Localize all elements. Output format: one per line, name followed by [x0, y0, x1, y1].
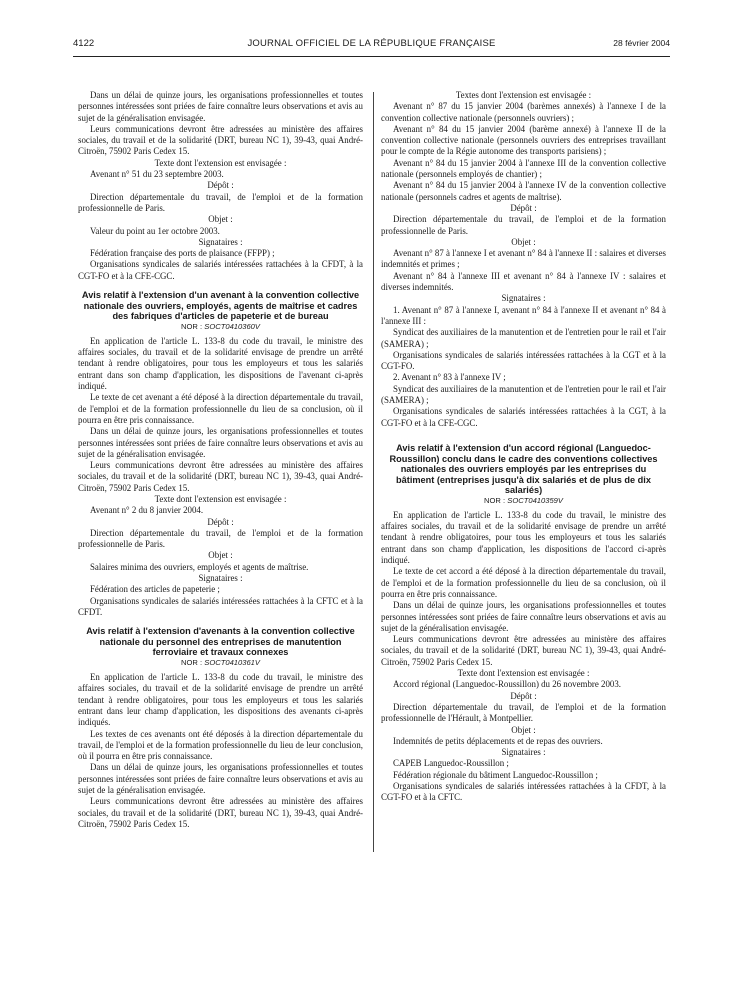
signataire: CAPEB Languedoc-Roussillon ;	[393, 758, 509, 769]
objet-item: Avenant n° 87 à l'annexe I et avenant n° 84 à l'annexe II : salaires et diverses indemnités et primes ;	[381, 248, 666, 270]
left-column	[78, 90, 363, 830]
page-number: 4122	[73, 38, 95, 49]
paragraph: Dans un délai de quinze jours, les organisations professionnelles et toutes personnes intéressées sont priées de faire connaître leurs observations et avis au sujet de la généralisation envisagée.	[78, 90, 363, 123]
journal-title: JOURNAL OFFICIEL DE LA RÉPUBLIQUE FRANÇAISE	[247, 38, 496, 49]
signataire: Fédération française des ports de plaisance (FFPP) ;	[90, 248, 275, 259]
notice-title: Avis relatif à l'extension d'un accord régional (Languedoc-Roussillon) conclu dans le cadre des conventions collectives nationales des ouvriers employés par les entreprises du bâtiment (entreprises jusqu'à dix salariés et de plus de dix salariés)	[389, 442, 658, 496]
nor-reference: NOR : SOCT0410360V	[181, 321, 260, 331]
nor-reference: NOR : SOCT0410359V	[484, 495, 563, 505]
paragraph: En application de l'article L. 133-8 du code du travail, le ministre des affaires sociales, du travail et de la solidarité envisage de prendre un arrêté tendant à rendre obligatoires, pour tous les employeurs et tous les salariés entrant dans leur champ d'application, les dispositions des avenants ci-après indiqués.	[78, 672, 363, 728]
signataire: Organisations syndicales de salariés intéressées rattachées à la CGT, à la CGT-FO et à la CFE-CGC.	[381, 406, 666, 428]
paragraph: Les textes de ces avenants ont été déposés à la direction départementale du travail, de l'emploi et de la formation professionnelle du lieu de leur conclusion, où il pourra en être pris connaissance.	[78, 728, 363, 762]
paragraph: Dans un délai de quinze jours, les organisations professionnelles et toutes personnes intéressées sont priées de faire connaître leurs observations et avis au sujet de la généralisation envisagée.	[381, 600, 666, 633]
page-header	[73, 38, 670, 52]
depot-label: Dépôt :	[510, 202, 537, 213]
texte-label: Texte dont l'extension est envisagée :	[154, 493, 287, 504]
texte-value: Avenant n° 2 du 8 janvier 2004.	[90, 505, 204, 516]
header-rule	[73, 56, 670, 57]
signataires-label: Signataires :	[198, 236, 243, 247]
paragraph: Dans un délai de quinze jours, les organisations professionnelles et toutes personnes intéressées sont priées de faire connaître leurs observations et avis au sujet de la généralisation envisagée.	[78, 426, 363, 459]
signataires-label: Signataires :	[501, 293, 546, 304]
depot-value: Direction départementale du travail, de l'emploi et de la formation professionnelle de Paris.	[78, 527, 363, 550]
texte-item: Avenant n° 84 du 15 janvier 2004 (barème annexé) à l'annexe II de la convention collective nationale (personnels ouvriers des entreprises travaillant pour le compte de la Régie autonome des transports parisiens) ;	[381, 123, 666, 157]
signataire: Organisations syndicales de salariés intéressées rattachées à la CFTC et à la CFDT.	[78, 595, 363, 617]
objet-label: Objet :	[511, 724, 536, 735]
column-divider	[373, 92, 374, 852]
texte-label: Texte dont l'extension est envisagée :	[154, 157, 287, 168]
objet-label: Objet :	[511, 236, 536, 247]
depot-label: Dépôt :	[207, 180, 234, 191]
paragraph: Le texte de cet accord a été déposé à la direction départementale du travail, de l'emploi et de la formation professionnelle du lieu de sa conclusion, où il pourra en être pris connaissance.	[381, 566, 666, 599]
signataire: Fédération des articles de papeterie ;	[90, 584, 220, 595]
signataire: Organisations syndicales de salariés intéressées rattachées à la CGT et à la CGT-FO.	[381, 349, 666, 372]
signataire: Syndicat des auxiliaires de la manutention et de l'entretien pour le rail et l'air (SAMERA) ;	[381, 383, 666, 406]
objet-label: Objet :	[208, 550, 233, 561]
signataire: Organisations syndicales de salariés intéressées rattachées à la CFDT, à la CGT-FO et à la CFTC.	[381, 781, 666, 803]
texte-label: Texte dont l'extension est envisagée :	[457, 668, 590, 679]
paragraph: Leurs communications devront être adressées au ministère des affaires sociales, du travail et de la solidarité (DRT, bureau NC 1), 39-43, quai André-Citroën, 75902 Paris Cedex 15.	[78, 123, 363, 157]
paragraph: Dans un délai de quinze jours, les organisations professionnelles et toutes personnes intéressées sont priées de faire connaître leurs observations et avis au sujet de la généralisation envisagée.	[78, 762, 363, 795]
depot-value: Direction départementale du travail, de l'emploi et de la formation professionnelle de Paris.	[381, 214, 666, 236]
paragraph: En application de l'article L. 133-8 du code du travail, le ministre des affaires sociales, du travail et de la solidarité envisage de prendre un arrêté tendant à rendre obligatoires, pour tous les employeurs et tous les salariés entrant dans son champ d'application, les dispositions de l'accord ci-après indiqué.	[381, 509, 666, 566]
signataire: Syndicat des auxiliaires de la manutention et de l'entretien pour le rail et l'air (SAMERA) ;	[381, 327, 666, 349]
texte-item: Avenant n° 84 du 15 janvier 2004 à l'annexe III de la convention collective nationale (personnels employés de chantier) ;	[381, 157, 666, 180]
signataire: Organisations syndicales de salariés intéressées rattachées à la CFDT, à la CGT-FO et à la CFE-CGC.	[78, 259, 363, 281]
depot-value: Direction départementale du travail, de l'emploi et de la formation professionnelle de l'Hérault, à Montpellier.	[381, 701, 666, 724]
right-column	[381, 90, 666, 804]
depot-label: Dépôt :	[510, 690, 537, 701]
notice-title: Avis relatif à l'extension d'avenants à la convention collective nationale du personnel des entreprises de manutention ferroviaire et travaux connexes	[86, 626, 355, 658]
texte-item: Avenant n° 87 du 15 janvier 2004 (barèmes annexés) à l'annexe I de la convention collective nationale (personnels ouvriers) ;	[381, 101, 666, 123]
signataire: 2. Avenant n° 83 à l'annexe IV ;	[393, 372, 506, 383]
signataire: Fédération régionale du bâtiment Languedoc-Roussillon ;	[393, 769, 598, 780]
signataires-label: Signataires :	[501, 747, 546, 758]
paragraph: Leurs communications devront être adressées au ministère des affaires sociales, du travail et de la solidarité (DRT, bureau NC 1), 39-43, quai André-Citroën, 75902 Paris Cedex 15.	[381, 634, 666, 667]
objet-value: Salaires minima des ouvriers, employés et agents de maîtrise.	[90, 561, 309, 572]
texte-item: Avenant n° 84 du 15 janvier 2004 à l'annexe IV de la convention collective nationale (personnels cadres et agents de maîtrise).	[381, 180, 666, 202]
signataire: 1. Avenant n° 87 à l'annexe I, avenant n° 84 à l'annexe II et avenant n° 84 à l'annexe III :	[381, 304, 666, 326]
texte-value: Avenant n° 51 du 23 septembre 2003.	[90, 169, 224, 180]
objet-item: Avenant n° 84 à l'annexe III et avenant n° 84 à l'annexe IV : salaires et diverses indemnités.	[381, 270, 666, 293]
paragraph: En application de l'article L. 133-8 du code du travail, le ministre des affaires sociales, du travail et de la solidarité envisage de prendre un arrêté tendant à rendre obligatoires, pour tous les employeurs et tous les salariés entrant dans son champ d'application, les dispositions de l'avenant ci-après indiqué.	[78, 335, 363, 392]
depot-value: Direction départementale du travail, de l'emploi et de la formation professionnelle de Paris.	[78, 191, 363, 213]
objet-value: Indemnités de petits déplacements et de repas des ouvriers.	[393, 735, 603, 746]
objet-value: Valeur du point au 1er octobre 2003.	[90, 225, 220, 236]
issue-date: 28 février 2004	[613, 38, 670, 48]
nor-reference: NOR : SOCT0410361V	[181, 658, 260, 668]
objet-label: Objet :	[208, 214, 233, 225]
texte-value: Accord régional (Languedoc-Roussillon) du 26 novembre 2003.	[393, 679, 621, 690]
depot-label: Dépôt :	[207, 516, 234, 527]
paragraph: Leurs communications devront être adressées au ministère des affaires sociales, du travail et de la solidarité (DRT, bureau NC 1), 39-43, quai André-Citroën, 75902 Paris Cedex 15.	[78, 796, 363, 829]
signataires-label: Signataires :	[198, 573, 243, 584]
paragraph: Le texte de cet avenant a été déposé à la direction départementale du travail, de l'emploi et de la formation professionnelle du lieu de sa conclusion, où il pourra en être pris connaissance.	[78, 392, 363, 425]
notice-title: Avis relatif à l'extension d'un avenant à la convention collective nationale des ouvriers, employés, agents de maîtrise et cadres des fabriques d'articles de papeterie et de bureau	[81, 290, 360, 322]
texte-label: Textes dont l'extension est envisagée :	[455, 90, 592, 100]
paragraph: Leurs communications devront être adressées au ministère des affaires sociales, du travail et de la solidarité (DRT, bureau NC 1), 39-43, quai André-Citroën, 75902 Paris Cedex 15.	[78, 460, 363, 493]
